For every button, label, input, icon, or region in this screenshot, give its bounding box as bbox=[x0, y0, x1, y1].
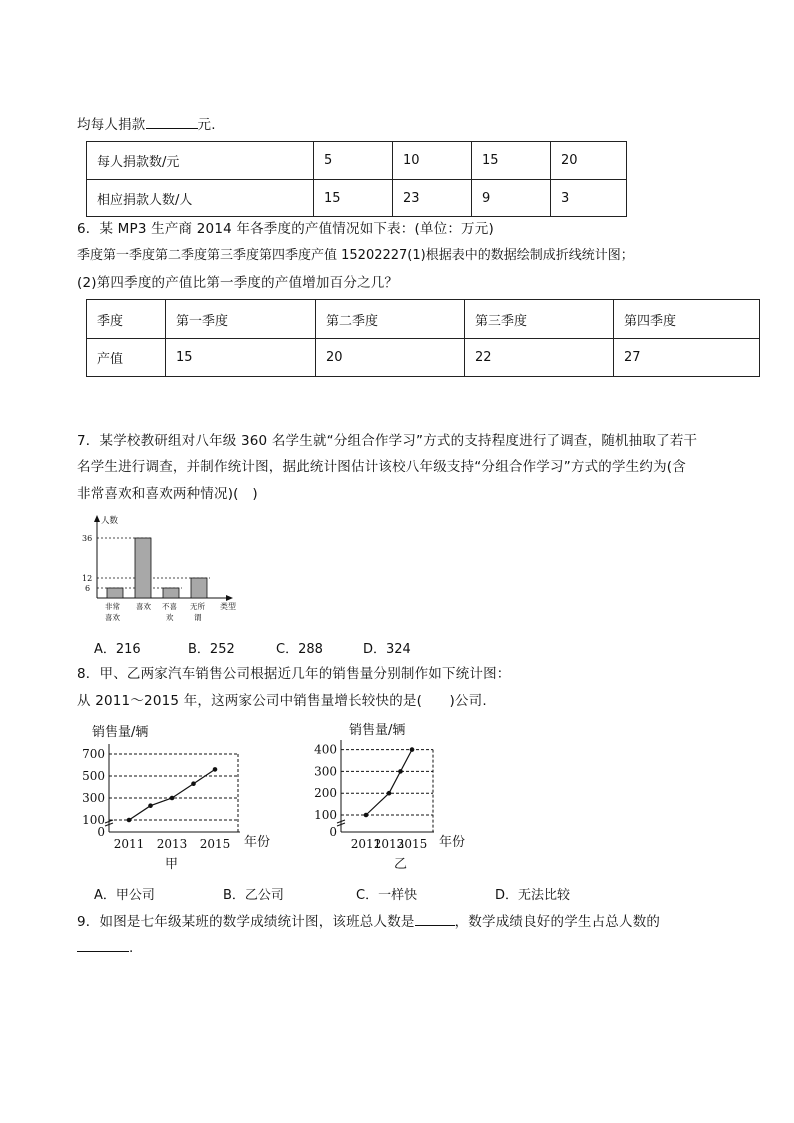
tick-label: 0 bbox=[329, 825, 337, 839]
tick-label: 100 bbox=[82, 813, 105, 827]
tick-label: 12 bbox=[82, 574, 93, 583]
q5-line1-suffix: 元. bbox=[197, 117, 216, 133]
q8-option-c[interactable]: C．一样快 bbox=[356, 888, 418, 903]
x-axis-label: 类型 bbox=[220, 602, 236, 611]
answer-blank[interactable] bbox=[415, 911, 455, 926]
tick-label: 300 bbox=[82, 791, 105, 805]
tick-label: 2011 bbox=[113, 837, 145, 851]
data-point bbox=[364, 813, 369, 818]
q6-line3: (2)第四季度的产值比第一季度的产值增加百分之几？ bbox=[77, 275, 399, 291]
x-axis-label: 年份 bbox=[244, 835, 271, 850]
y-axis-label: 销售量/辆 bbox=[349, 723, 406, 738]
q5-table bbox=[86, 141, 627, 217]
bar bbox=[135, 538, 151, 598]
table-cell: 27 bbox=[614, 339, 760, 377]
tick-label: 100 bbox=[314, 808, 337, 822]
q7-option-d[interactable]: D．324 bbox=[363, 642, 411, 657]
data-point bbox=[148, 803, 153, 808]
q8-option-d[interactable]: D．无法比较 bbox=[495, 888, 571, 903]
table-cell: 15 bbox=[472, 142, 551, 180]
q9-line2-suffix: . bbox=[129, 940, 134, 956]
q8-option-a[interactable]: A．甲公司 bbox=[94, 888, 155, 903]
chart-title: 甲 bbox=[165, 857, 179, 872]
q7-line3: 非常喜欢和喜欢两种情况)( ) bbox=[77, 486, 258, 502]
data-point bbox=[127, 818, 132, 823]
bar bbox=[107, 588, 123, 598]
category-label: 喜欢 bbox=[105, 613, 120, 622]
category-label: 谓 bbox=[194, 613, 202, 622]
tick-label: 500 bbox=[82, 769, 105, 783]
data-point bbox=[170, 796, 175, 801]
y-axis-label: 人数 bbox=[101, 516, 119, 526]
q7-bar-chart bbox=[70, 510, 250, 632]
category-label: 不喜 bbox=[162, 602, 177, 611]
tick-label: 2015 bbox=[199, 837, 231, 851]
chart-title: 乙 bbox=[394, 857, 408, 872]
table-cell: 第二季度 bbox=[316, 300, 465, 339]
y-axis-arrow bbox=[94, 515, 100, 522]
table-cell: 10 bbox=[393, 142, 472, 180]
data-point bbox=[191, 781, 196, 786]
q9-line1-a: 9．如图是七年级某班的数学成绩统计图，该班总人数是 bbox=[77, 914, 415, 930]
tick-label: 6 bbox=[85, 584, 91, 593]
tick-label: 2013 bbox=[373, 837, 405, 851]
answer-blank[interactable] bbox=[146, 114, 198, 129]
q7-line1: 7．某学校教研组对八年级 360 名学生就“分组合作学习”方式的支持程度进行了调查，随机抽取了若干 bbox=[77, 433, 698, 449]
table-cell: 23 bbox=[393, 180, 472, 217]
q6-line2: 季度第一季度第二季度第三季度第四季度产值 15202227(1)根据表中的数据绘制成折线统计图； bbox=[77, 248, 634, 263]
q8-line1: 8．甲、乙两家汽车销售公司根据近几年的销售量分别制作如下统计图： bbox=[77, 666, 511, 682]
q5-line1 bbox=[77, 114, 216, 135]
data-point bbox=[213, 767, 218, 772]
tick-label: 700 bbox=[82, 747, 105, 761]
q7-option-b[interactable]: B．252 bbox=[188, 642, 235, 657]
q5-line1-prefix: 均每人捐款 bbox=[77, 117, 146, 133]
tick-label: 0 bbox=[97, 825, 105, 839]
series-line bbox=[366, 750, 412, 815]
chart-yi bbox=[312, 718, 482, 878]
data-point bbox=[410, 747, 415, 752]
table-cell: 第四季度 bbox=[614, 300, 760, 339]
y-axis-label: 销售量/辆 bbox=[92, 725, 149, 740]
table-cell: 相应捐款人数/人 bbox=[87, 180, 314, 217]
table-cell: 第一季度 bbox=[166, 300, 316, 339]
table-cell: 20 bbox=[316, 339, 465, 377]
table-cell: 产值 bbox=[87, 339, 166, 377]
chart-jia bbox=[80, 718, 280, 878]
q7-line2: 名学生进行调查，并制作统计图，据此统计图估计该校八年级支持“分组合作学习”方式的学生约为(含 bbox=[77, 459, 686, 475]
q9-line2 bbox=[77, 937, 134, 958]
table-cell: 22 bbox=[465, 339, 614, 377]
table-cell: 5 bbox=[314, 142, 393, 180]
data-point bbox=[398, 769, 403, 774]
category-label: 欢 bbox=[166, 613, 174, 622]
table-cell: 3 bbox=[551, 180, 627, 217]
q6-line1: 6．某 MP3 生产商 2014 年各季度的产值情况如下表：(单位：万元) bbox=[77, 221, 494, 237]
tick-label: 2015 bbox=[396, 837, 428, 851]
q8-line2: 从 2011～2015 年，这两家公司中销售量增长较快的是( )公司. bbox=[77, 693, 487, 709]
tick-label: 2011 bbox=[350, 837, 382, 851]
category-label: 非常 bbox=[105, 602, 120, 611]
tick-label: 300 bbox=[314, 764, 337, 779]
data-point bbox=[387, 791, 392, 796]
table-cell: 第三季度 bbox=[465, 300, 614, 339]
tick-label: 2013 bbox=[156, 837, 188, 851]
q6-table bbox=[86, 299, 760, 377]
table-cell: 每人捐款数/元 bbox=[87, 142, 314, 180]
bar bbox=[163, 588, 179, 598]
q7-option-a[interactable]: A．216 bbox=[94, 642, 141, 657]
category-label: 无所 bbox=[190, 602, 205, 611]
q9-line1-b: ，数学成绩良好的学生占总人数的 bbox=[454, 914, 661, 930]
x-axis-label: 年份 bbox=[439, 835, 466, 850]
bar bbox=[191, 578, 207, 598]
answer-blank[interactable] bbox=[77, 937, 129, 952]
q7-option-c[interactable]: C．288 bbox=[276, 642, 323, 657]
table-cell: 季度 bbox=[87, 300, 166, 339]
table-cell: 15 bbox=[314, 180, 393, 217]
category-label: 喜欢 bbox=[136, 602, 151, 611]
tick-label: 200 bbox=[314, 786, 337, 801]
table-cell: 20 bbox=[551, 142, 627, 180]
series-line bbox=[129, 769, 215, 820]
tick-label: 400 bbox=[314, 742, 337, 757]
table-cell: 9 bbox=[472, 180, 551, 217]
q8-option-b[interactable]: B．乙公司 bbox=[223, 888, 284, 903]
q9-line1 bbox=[77, 911, 660, 932]
table-cell: 15 bbox=[166, 339, 316, 377]
x-axis-arrow bbox=[226, 595, 233, 601]
tick-label: 36 bbox=[82, 534, 93, 543]
